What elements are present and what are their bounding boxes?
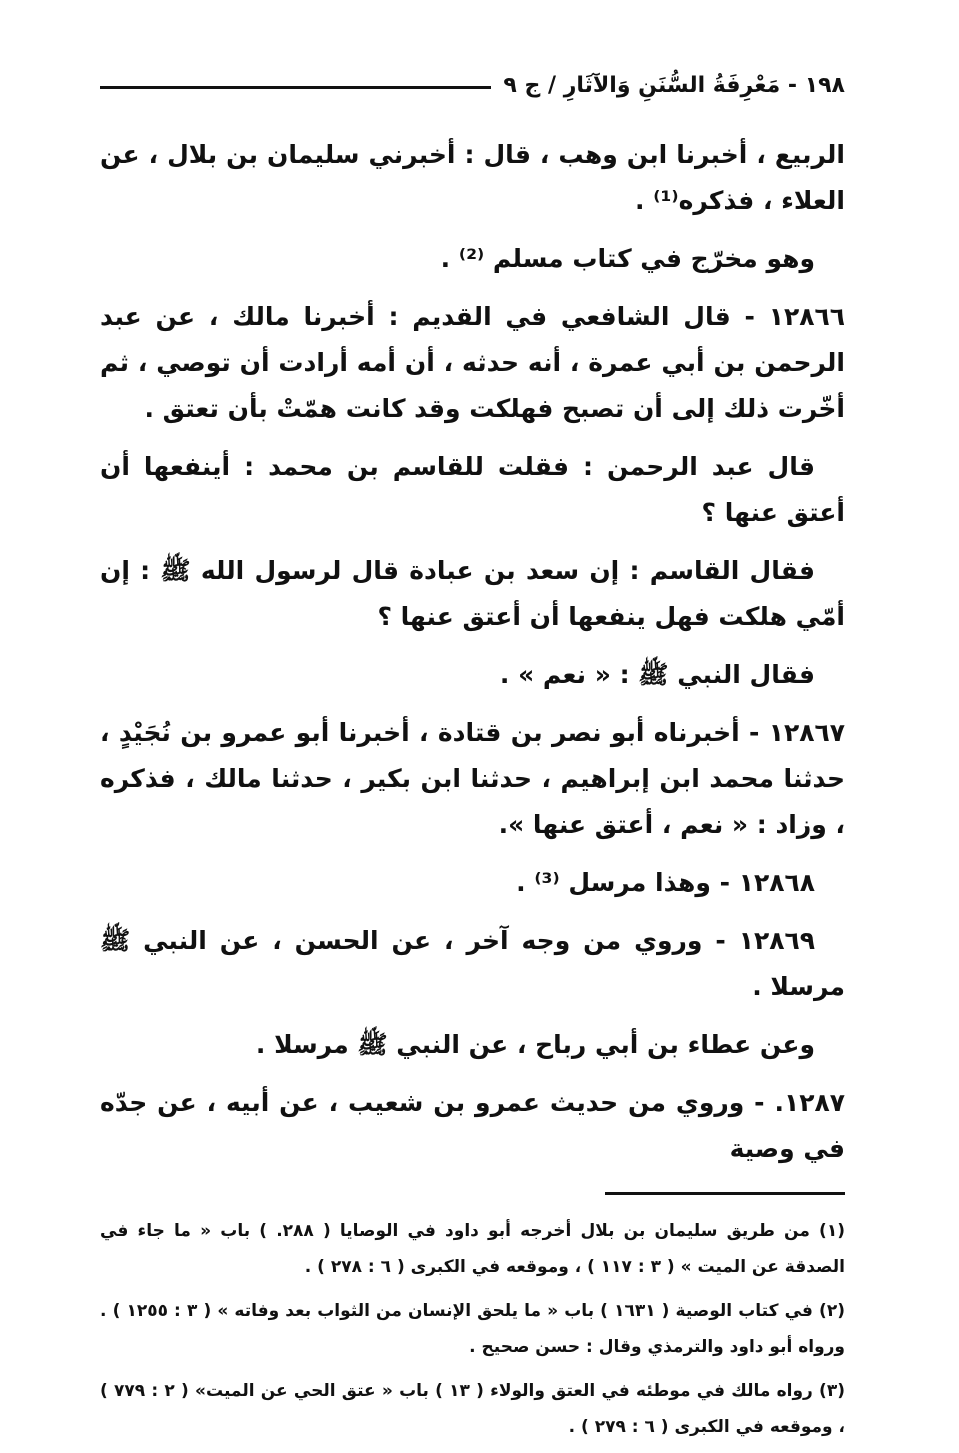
paragraph-continuation: الربيع ، أخبرنا ابن وهب ، قال : أخبرني سليمان بن بلال ، عن العلاء ، فذكره⁽¹⁾ . <box>100 140 845 215</box>
paragraph-abdulrahman-question: قال عبد الرحمن : فقلت للقاسم بن محمد : أينفعها أن أعتق عنها ؟ <box>100 452 845 527</box>
paragraph-ata: وعن عطاء بن أبي رباح ، عن النبي ﷺ مرسلا . <box>255 1030 815 1059</box>
header-rule <box>100 86 491 89</box>
paragraph-12869: ١٢٨٦٩ - وروي من وجه آخر ، عن الحسن ، عن النبي ﷺ مرسلا . <box>100 926 845 1001</box>
paragraph-muslim-reference: وهو مخرّج في كتاب مسلم ⁽²⁾ . <box>440 244 815 273</box>
footnote-separator <box>605 1192 845 1195</box>
paragraph-12868: ١٢٨٦٨ - وهذا مرسل ⁽³⁾ . <box>516 868 815 897</box>
footnote-2: (٢) في كتاب الوصية ( ١٦٣١ ) باب « ما يلحق الإنسان من الثواب بعد وفاته » ( ٣ : ١٢٥٥ ) . ورواه أبو داود والترمذي وقال : حسن صحيح . <box>100 1301 845 1357</box>
paragraph-prophet-reply: فقال النبي ﷺ : « نعم » . <box>499 660 815 689</box>
paragraph-12867: ١٢٨٦٧ - أخبرناه أبو نصر بن قتادة ، أخبرنا أبو عمرو بن نُجَيْدٍ ، حدثنا محمد ابن إبراهيم ، حدثنا ابن بكير ، حدثنا مالك ، فذكره ، وزاد : « نعم ، أعتق عنها ». <box>100 718 845 839</box>
book-page <box>100 60 845 1453</box>
main-text <box>100 132 845 1172</box>
paragraph-qasim-answer: فقال القاسم : إن سعد بن عبادة قال لرسول الله ﷺ : إن أمّي هلكت فهل ينفعها أن أعتق عنها ؟ <box>100 556 845 631</box>
running-title: ١٩٨ - مَعْرِفَةُ السُّنَنِ وَالآثَارِ / ج ٩ <box>503 72 845 98</box>
paragraph-12866: ١٢٨٦٦ - قال الشافعي في القديم : أخبرنا مالك ، عن عبد الرحمن بن أبي عمرة ، أنه حدثه ، أن أمه أرادت أن توصي ، ثم أخّرت ذلك إلى أن تصبح فهلكت وقد كانت همّتْ بأن تعتق . <box>100 302 845 423</box>
footnote-3: (٣) رواه مالك في موطئه في العتق والولاء ( ١٣ ) باب « عتق الحي عن الميت» ( ٢ : ٧٧٩ ) ، وموقعه في الكبرى ( ٦ : ٢٧٩ ) . <box>100 1381 845 1437</box>
footnotes <box>100 1213 845 1445</box>
footnote-1: (١) من طريق سليمان بن بلال أخرجه أبو داود في الوصايا ( ٢٨٨. ) باب « ما جاء في الصدقة عن الميت » ( ٣ : ١١٧ ) ، وموقعه في الكبرى ( ٦ : ٢٧٨ ) . <box>100 1221 845 1277</box>
page-header <box>100 60 845 110</box>
paragraph-12870: ١٢٨٧. - وروي من حديث عمرو بن شعيب ، عن أبيه ، عن جدّه في وصية <box>100 1088 845 1163</box>
